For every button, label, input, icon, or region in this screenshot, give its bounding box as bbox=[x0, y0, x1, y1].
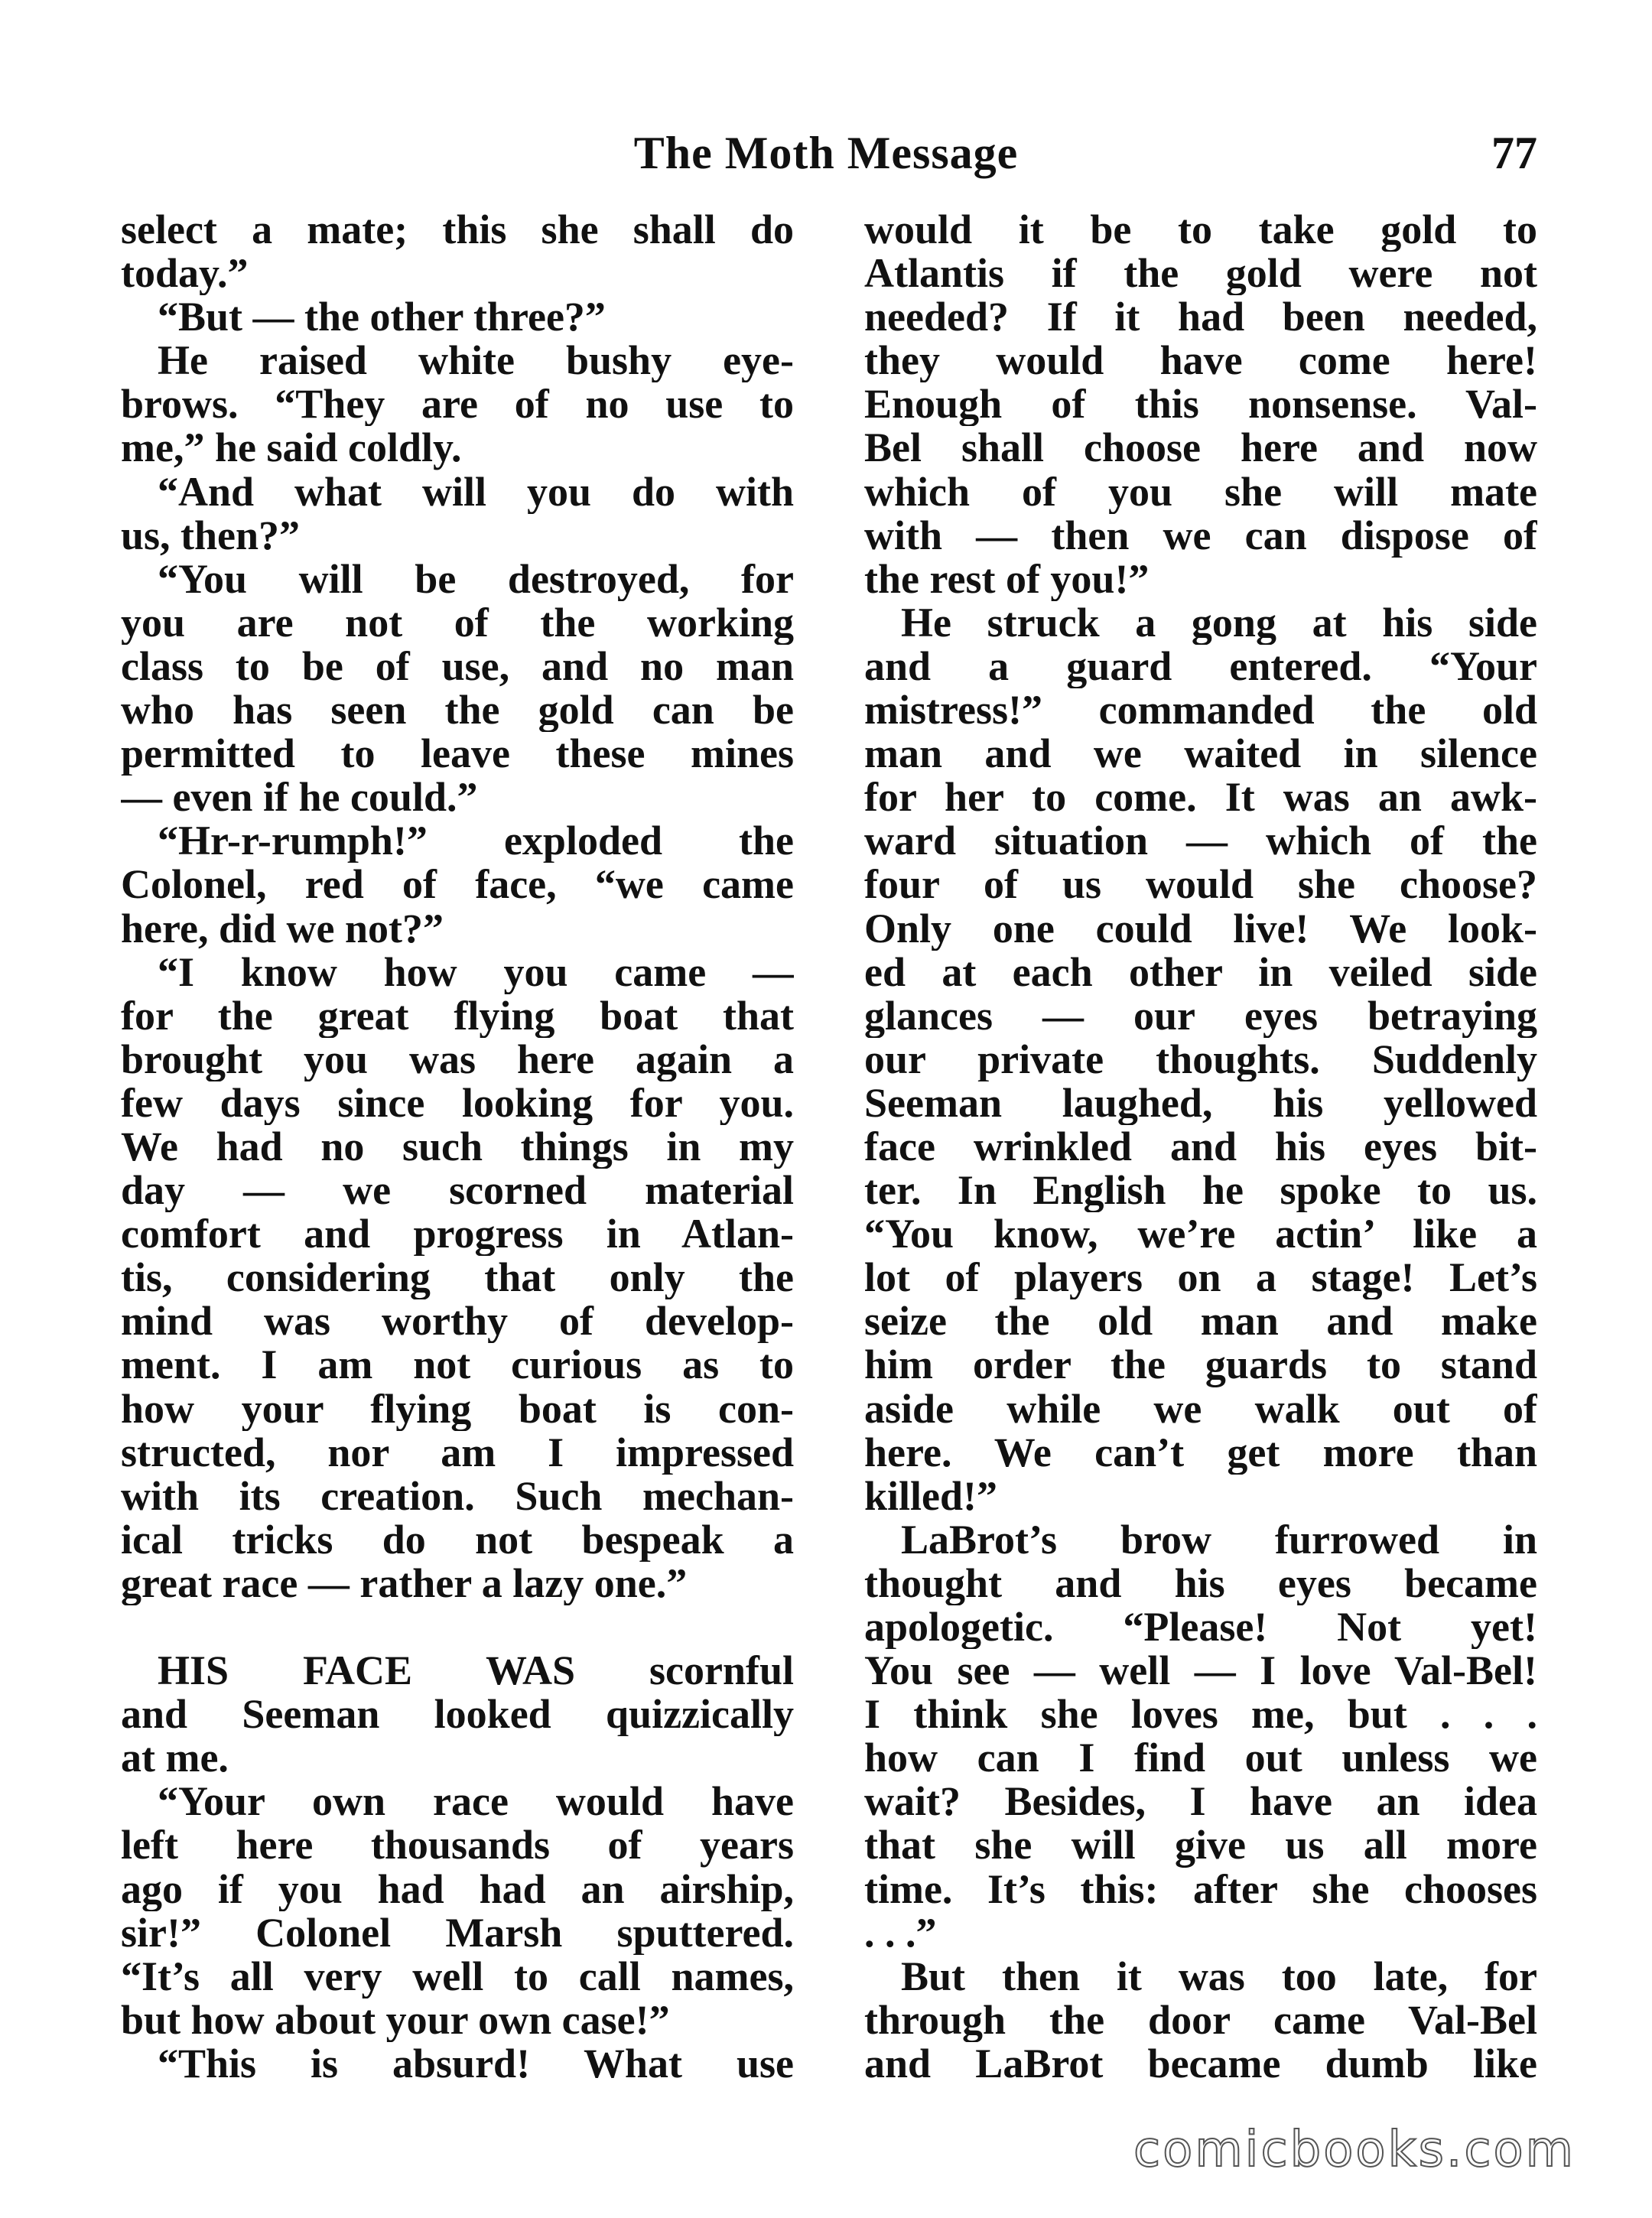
text-line: “But — the other three?” bbox=[158, 295, 606, 340]
text-line: and Seeman looked quizzically bbox=[121, 1693, 794, 1737]
text-line: how can I find out unless we bbox=[864, 1736, 1537, 1781]
text-line: You see — well — I love Val-Bel! bbox=[864, 1649, 1537, 1693]
text-line: But then it was too late, for bbox=[901, 1954, 1537, 1998]
text-line: permitted to leave these mines bbox=[121, 732, 794, 776]
text-line: us, then?” bbox=[121, 513, 301, 558]
text-line: “Hr-r-rumph!” exploded the bbox=[158, 819, 794, 863]
page-header bbox=[115, 122, 1537, 191]
text-line: who has seen the gold can be bbox=[121, 688, 794, 733]
text-line: aside while we walk out of bbox=[864, 1387, 1537, 1431]
text-line: day — we scorned material bbox=[121, 1169, 794, 1213]
text-line: LaBrot’s brow furrowed in bbox=[901, 1517, 1537, 1562]
text-line: “Your own race would have bbox=[158, 1780, 794, 1824]
text-line: ment. I am not curious as to bbox=[121, 1343, 794, 1387]
text-line: at me. bbox=[121, 1736, 229, 1781]
text-line: We had no such things in my bbox=[121, 1124, 794, 1169]
page-number: 77 bbox=[1491, 128, 1537, 178]
text-line: Enough of this nonsense. Val- bbox=[864, 382, 1537, 427]
text-line: ter. In English he spoke to us. bbox=[864, 1169, 1537, 1213]
text-line: needed? If it had been needed, bbox=[864, 295, 1537, 340]
text-line: you are not of the working bbox=[121, 600, 794, 645]
text-line: mistress!” commanded the old bbox=[864, 688, 1537, 733]
watermark: comicbooks.com bbox=[1133, 2122, 1576, 2178]
text-line bbox=[121, 1605, 794, 1649]
text-line: mind was worthy of develop- bbox=[121, 1299, 794, 1344]
text-line: here, did we not?” bbox=[121, 906, 444, 951]
text-line: time. It’s this: after she chooses bbox=[864, 1867, 1537, 1911]
running-title: The Moth Message bbox=[633, 128, 1019, 178]
text-line: here. We can’t get more than bbox=[864, 1430, 1537, 1475]
text-line: face wrinkled and his eyes bit- bbox=[864, 1124, 1537, 1169]
right-text-column bbox=[864, 208, 1537, 2086]
text-line: “I know how you came — bbox=[158, 950, 794, 994]
text-line: “You will be destroyed, for bbox=[158, 557, 794, 601]
text-line: He struck a gong at his side bbox=[901, 600, 1537, 645]
text-line: that she will give us all more bbox=[864, 1823, 1537, 1868]
text-line: select a mate; this she shall do bbox=[121, 208, 794, 252]
text-line: me,” he said coldly. bbox=[121, 426, 462, 470]
text-line: ical tricks do not bespeak a bbox=[121, 1517, 794, 1562]
text-line: tis, considering that only the bbox=[121, 1256, 794, 1300]
text-line: I think she loves me, but . . . bbox=[864, 1693, 1537, 1737]
text-line: few days since looking for you. bbox=[121, 1081, 794, 1125]
text-line: Bel shall choose here and now bbox=[864, 426, 1537, 470]
text-line: apologetic. “Please! Not yet! bbox=[864, 1605, 1537, 1650]
text-line: HIS FACE WAS scornful bbox=[158, 1649, 794, 1693]
text-line: lot of players on a stage! Let’s bbox=[864, 1256, 1537, 1300]
text-line: He raised white bushy eye- bbox=[158, 339, 794, 383]
text-line: thought and his eyes became bbox=[864, 1561, 1537, 1605]
text-line: with — then we can dispose of bbox=[864, 513, 1537, 558]
text-line: Seeman laughed, his yellowed bbox=[864, 1081, 1537, 1125]
text-line: they would have come here! bbox=[864, 339, 1537, 383]
text-line: through the door came Val-Bel bbox=[864, 1998, 1537, 2042]
text-line: brought you was here again a bbox=[121, 1037, 794, 1081]
text-line: great race — rather a lazy one.” bbox=[121, 1561, 688, 1605]
text-line: glances — our eyes betraying bbox=[864, 994, 1537, 1038]
text-line: seize the old man and make bbox=[864, 1299, 1537, 1344]
left-text-column bbox=[121, 208, 794, 2086]
text-line: ago if you had had an airship, bbox=[121, 1867, 794, 1911]
text-line: and LaBrot became dumb like bbox=[864, 2041, 1537, 2086]
text-line: the rest of you!” bbox=[864, 557, 1150, 601]
text-line: . . .” bbox=[864, 1911, 937, 1955]
text-line: four of us would she choose? bbox=[864, 863, 1537, 907]
text-line: “You know, we’re actin’ like a bbox=[864, 1212, 1537, 1257]
text-line: which of you she will mate bbox=[864, 470, 1537, 514]
text-line: Only one could live! We look- bbox=[864, 906, 1537, 951]
text-line: with its creation. Such mechan- bbox=[121, 1474, 794, 1518]
text-line: ed at each other in veiled side bbox=[864, 950, 1537, 994]
text-line: wait? Besides, I have an idea bbox=[864, 1780, 1537, 1824]
text-line: for her to come. It was an awk- bbox=[864, 776, 1537, 820]
text-line: and a guard entered. “Your bbox=[864, 644, 1537, 689]
text-line: how your flying boat is con- bbox=[121, 1387, 794, 1431]
text-line: would it be to take gold to bbox=[864, 208, 1537, 252]
text-line: killed!” bbox=[864, 1474, 998, 1518]
text-line: our private thoughts. Suddenly bbox=[864, 1037, 1537, 1081]
text-line: him order the guards to stand bbox=[864, 1343, 1537, 1387]
text-line: Atlantis if the gold were not bbox=[864, 252, 1537, 296]
text-line: brows. “They are of no use to bbox=[121, 382, 794, 427]
text-line: class to be of use, and no man bbox=[121, 644, 794, 689]
text-line: left here thousands of years bbox=[121, 1823, 794, 1868]
text-line: sir!” Colonel Marsh sputtered. bbox=[121, 1911, 794, 1955]
text-line: “This is absurd! What use bbox=[158, 2041, 794, 2086]
text-line: Colonel, red of face, “we came bbox=[121, 863, 794, 907]
text-line: for the great flying boat that bbox=[121, 994, 794, 1038]
text-line: — even if he could.” bbox=[121, 776, 478, 820]
text-line: today.” bbox=[121, 252, 249, 296]
text-line: comfort and progress in Atlan- bbox=[121, 1212, 794, 1257]
text-line: but how about your own case!” bbox=[121, 1998, 670, 2042]
text-line: “It’s all very well to call names, bbox=[121, 1954, 794, 1998]
text-line: “And what will you do with bbox=[158, 470, 794, 514]
text-line: man and we waited in silence bbox=[864, 732, 1537, 776]
text-line: structed, nor am I impressed bbox=[121, 1430, 794, 1475]
text-line: ward situation — which of the bbox=[864, 819, 1537, 863]
